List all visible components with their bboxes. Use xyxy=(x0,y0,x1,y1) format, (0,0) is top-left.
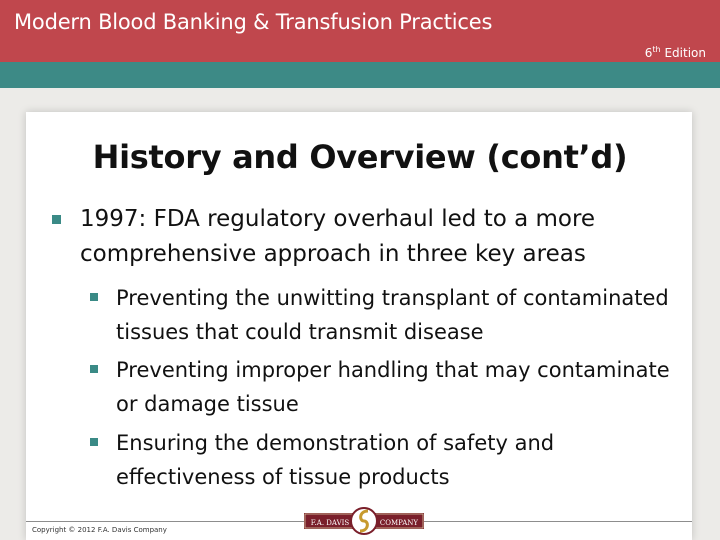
course-title: Modern Blood Banking & Transfusion Practices xyxy=(14,10,493,34)
edition-number: 6 xyxy=(644,46,653,60)
edition-suffix: th xyxy=(652,45,661,54)
square-bullet-icon xyxy=(90,293,98,301)
bullet-level2 xyxy=(88,353,688,421)
bullet-level1 xyxy=(50,202,690,272)
bullet-text: Preventing improper handling that may contaminate or damage tissue xyxy=(116,358,670,416)
bullet-level2 xyxy=(88,281,688,349)
fa-davis-logo xyxy=(304,501,424,539)
bullet-text: 1997: FDA regulatory overhaul led to a more comprehensive approach in three key areas xyxy=(80,206,596,267)
bullet-level2 xyxy=(88,426,688,494)
bullet-text: Ensuring the demonstration of safety and effectiveness of tissue products xyxy=(116,431,555,489)
bullet-text: Preventing the unwitting transplant of contaminated tissues that could transmit disease xyxy=(116,286,669,344)
square-bullet-icon xyxy=(90,438,98,446)
slide-title: History and Overview (cont’d) xyxy=(92,138,628,176)
teal-band xyxy=(0,62,720,88)
logo-right-text: COMPANY xyxy=(379,519,419,527)
header-band xyxy=(0,0,720,62)
square-bullet-icon xyxy=(52,215,61,224)
edition-word: Edition xyxy=(664,46,706,60)
square-bullet-icon xyxy=(90,365,98,373)
copyright-text: Copyright © 2012 F.A. Davis Company xyxy=(32,526,167,534)
logo-left-text: F.A. DAVIS xyxy=(310,519,350,527)
edition-label xyxy=(645,45,706,60)
